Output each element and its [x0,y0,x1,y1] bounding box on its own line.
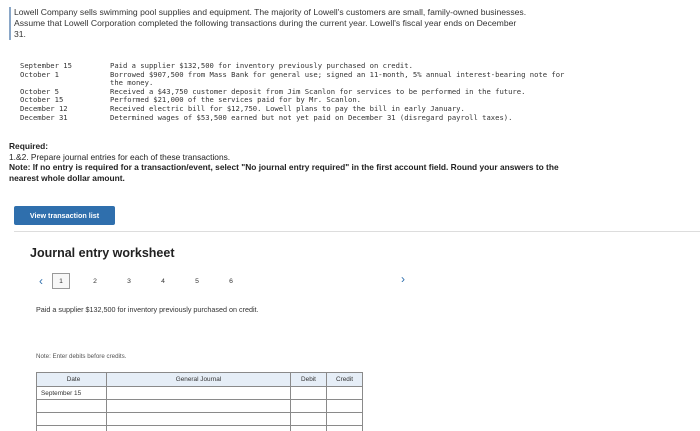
transaction-date: October 1 [20,69,59,79]
journal-row [37,400,363,413]
debit-field[interactable] [291,387,327,400]
transaction-row [20,114,650,123]
journal-header-row [37,373,363,387]
transaction-desc: Received electric bill for $12,750. Lowell plans to pay the bill in early January. [110,103,465,113]
intro-highlight [9,7,629,40]
date-cell: September 15 [37,387,107,400]
intro-line-1: Lowell Company sells swimming pool supplies and equipment. The majority of Lowell's customers are small, family-owned businesses. [14,7,527,17]
required-note: Note: If no entry is required for a transaction/event, select "No journal entry required" in the first account field. Round your answers to the nearest whole dollar amount. [9,162,559,183]
chevron-right-icon[interactable]: › [401,272,405,286]
page-2[interactable]: 2 [93,277,97,285]
transaction-desc: Paid a supplier $132,500 for inventory previously purchased on credit. [110,61,413,70]
intro-line-3: 31. [14,29,26,39]
page-3[interactable]: 3 [127,277,131,285]
date-cell [37,413,107,426]
col-general-journal: General Journal [107,373,291,387]
date-cell [37,426,107,431]
worksheet-pager [30,272,256,290]
required-task: 1.&2. Prepare journal entries for each of these transactions. [9,151,231,162]
page-6[interactable]: 6 [229,277,233,285]
journal-table [36,372,363,431]
credit-field[interactable] [327,387,363,400]
transaction-desc: Performed $21,000 of the services paid for by Mr. Scanlon. [110,95,361,105]
transaction-desc: Determined wages of $53,500 earned but not yet paid on December 31 (disregard payroll taxes). [110,112,513,122]
problem-intro [9,7,629,40]
worksheet-description: Paid a supplier $132,500 for inventory previously purchased on credit. [36,305,259,314]
col-date: Date [37,373,107,387]
journal-entry-worksheet [14,231,700,431]
account-field[interactable] [107,413,291,426]
debit-field[interactable] [291,426,327,431]
account-field[interactable] [107,400,291,413]
transaction-date: September 15 [20,61,72,70]
account-field[interactable] [107,387,291,400]
credit-field[interactable] [327,426,363,431]
transaction-date: December 12 [20,103,68,113]
transaction-date: October 5 [20,86,59,96]
transaction-date: December 31 [20,112,68,122]
chevron-left-icon[interactable]: ‹ [39,274,43,288]
transactions-list [20,62,650,122]
view-transaction-list-button[interactable]: View transaction list [14,206,115,225]
transaction-desc: Received a $43,750 customer deposit from Jim Scanlon for services to be performed in the future. [110,86,526,96]
credit-field[interactable] [327,400,363,413]
worksheet-note: Note: Enter debits before credits. [36,353,127,360]
required-section [9,141,589,183]
date-cell [37,400,107,413]
credit-field[interactable] [327,413,363,426]
journal-row [37,413,363,426]
journal-row [37,387,363,400]
transaction-desc: Borrowed $907,500 from Mass Bank for general use; signed an 11-month, 5% annual interest-bearing note for [110,69,565,79]
account-field[interactable] [107,426,291,431]
intro-line-2: Assume that Lowell Corporation completed the following transactions during the current year. Lowell's fiscal year ends on December [14,18,517,28]
col-credit: Credit [327,373,363,387]
debit-field[interactable] [291,413,327,426]
page-4[interactable]: 4 [161,277,165,285]
page-1[interactable]: 1 [52,273,70,289]
required-heading: Required: [9,141,49,151]
page-5[interactable]: 5 [195,277,199,285]
worksheet-title: Journal entry worksheet [30,246,175,260]
journal-row [37,426,363,431]
col-debit: Debit [291,373,327,387]
transaction-date: October 15 [20,95,64,105]
transaction-desc: the money. [110,78,154,88]
debit-field[interactable] [291,400,327,413]
